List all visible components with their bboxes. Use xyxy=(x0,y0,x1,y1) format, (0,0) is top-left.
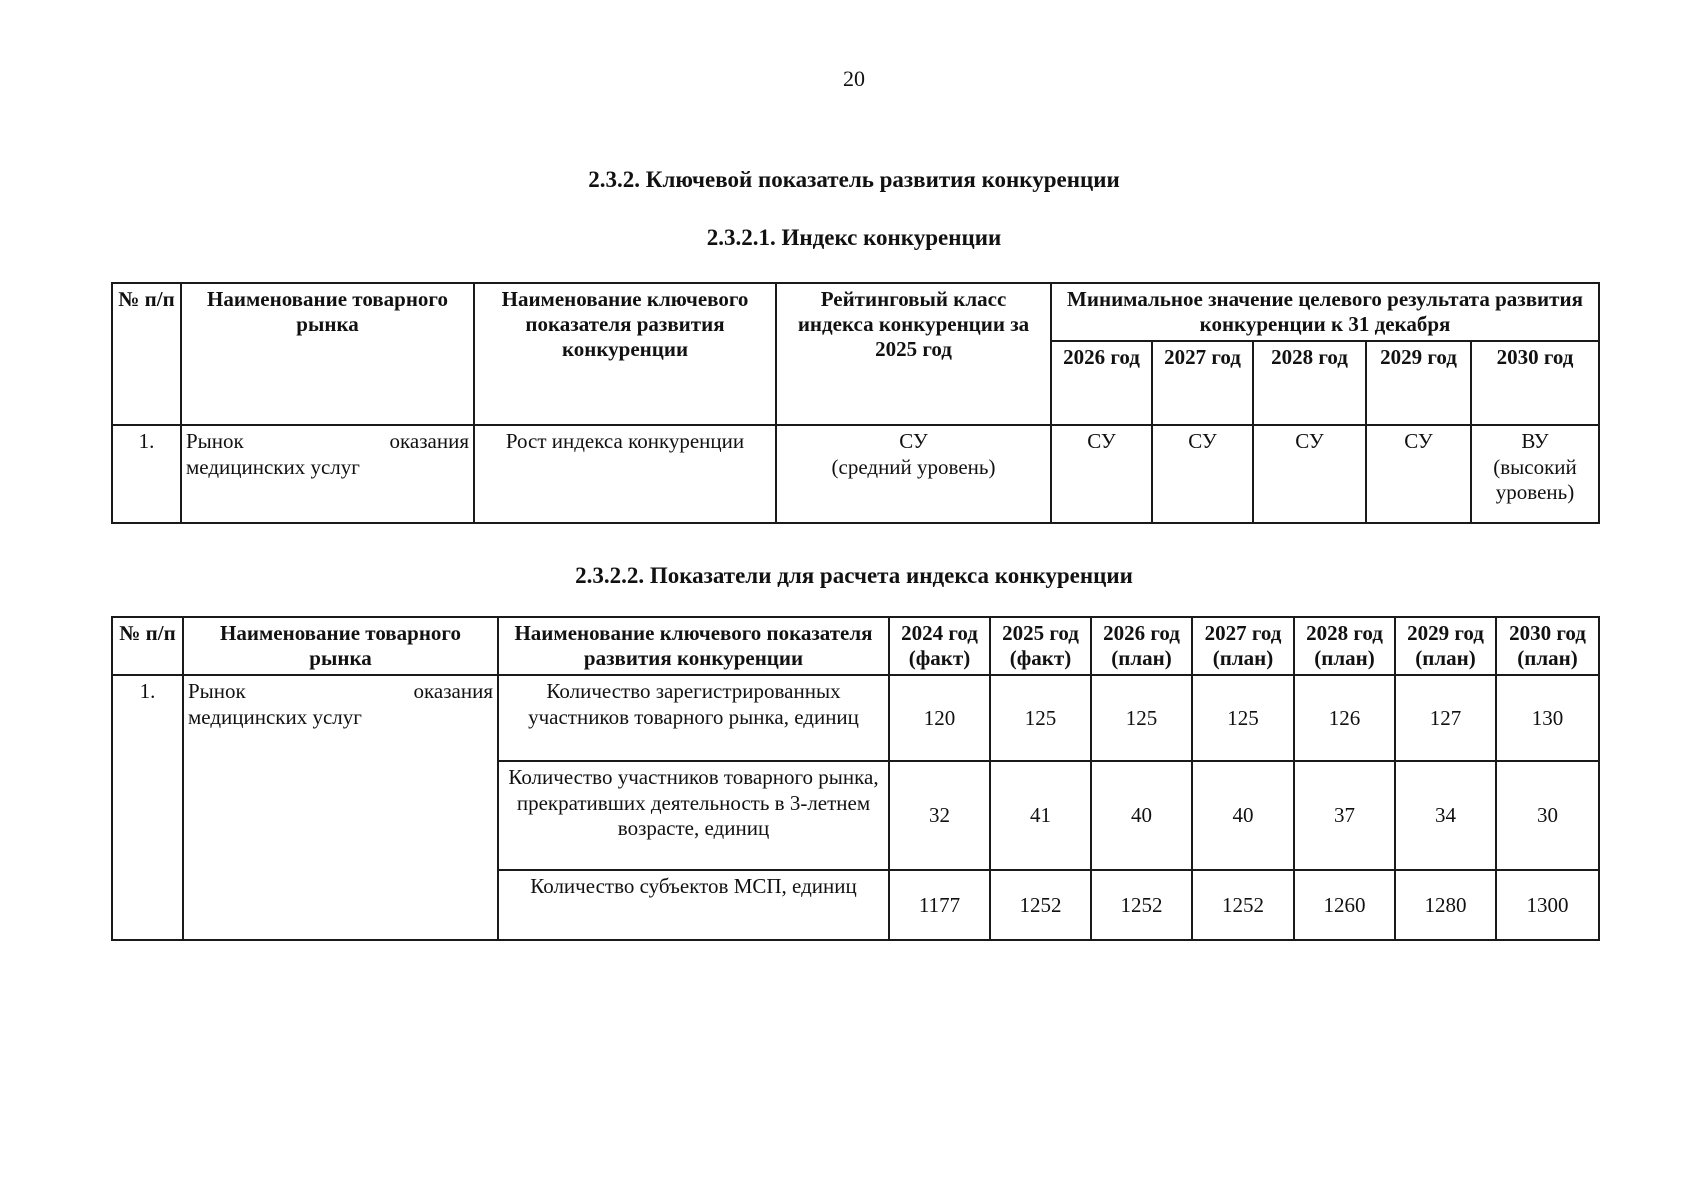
value-cell: 125 xyxy=(1192,675,1294,761)
header-market: Наименование товарного рынка xyxy=(181,283,474,425)
rating-desc: (средний уровень) xyxy=(831,454,996,479)
header-year: 2028 год xyxy=(1253,341,1366,425)
market-word: Рынок xyxy=(188,679,246,704)
target-value: СУ xyxy=(1366,425,1471,523)
subsection-title-index-indicators: 2.3.2.2. Показатели для расчета индекса конкуренции xyxy=(575,563,1133,588)
value-cell: 41 xyxy=(990,761,1091,870)
value-cell: 120 xyxy=(889,675,990,761)
header-year: 2030 год xyxy=(1471,341,1599,425)
index-indicators-table xyxy=(111,616,1600,941)
value-cell: 1177 xyxy=(889,870,990,940)
value-cell: 1280 xyxy=(1395,870,1496,940)
header-year: 2026 год (план) xyxy=(1091,617,1192,675)
competition-index-table xyxy=(111,282,1600,524)
section-title: 2.3.2. Ключевой показатель развития конкуренции xyxy=(588,167,1120,192)
target-value: СУ xyxy=(1152,425,1253,523)
market-name xyxy=(181,425,474,523)
header-year: 2028 год (план) xyxy=(1294,617,1395,675)
market-word: оказания xyxy=(413,679,493,704)
table-header-row xyxy=(112,617,1599,675)
value-cell: 40 xyxy=(1192,761,1294,870)
value-cell: 1300 xyxy=(1496,870,1599,940)
table-header-row xyxy=(112,283,1599,341)
indicator-name: Количество субъектов МСП, единиц xyxy=(498,870,889,940)
header-indicator: Наименование ключевого показателя развития конкуренции xyxy=(498,617,889,675)
header-num: № п/п xyxy=(112,283,181,425)
target-value: СУ xyxy=(1051,425,1152,523)
row-num: 1. xyxy=(112,425,181,523)
header-year: 2025 год (факт) xyxy=(990,617,1091,675)
header-year: 2027 год (план) xyxy=(1192,617,1294,675)
header-indicator: Наименование ключевого показателя развития конкуренции xyxy=(474,283,776,425)
market-line: медицинских услуг xyxy=(188,704,362,729)
value-cell: 127 xyxy=(1395,675,1496,761)
table-row xyxy=(112,675,1599,761)
header-year: 2029 год xyxy=(1366,341,1471,425)
value-cell: 125 xyxy=(990,675,1091,761)
value-cell: 32 xyxy=(889,761,990,870)
value-cell: 1260 xyxy=(1294,870,1395,940)
value-cell: 30 xyxy=(1496,761,1599,870)
header-year: 2030 год (план) xyxy=(1496,617,1599,675)
header-num: № п/п xyxy=(112,617,183,675)
header-market: Наименование товарного рынка xyxy=(183,617,498,675)
value-cell: 130 xyxy=(1496,675,1599,761)
market-word: оказания xyxy=(389,429,469,454)
page-number: 20 xyxy=(843,66,865,91)
market-name xyxy=(183,675,498,940)
rating-cell xyxy=(776,425,1051,523)
header-year: 2027 год xyxy=(1152,341,1253,425)
header-year: 2026 год xyxy=(1051,341,1152,425)
rating-code: СУ xyxy=(899,429,928,454)
target-code: ВУ xyxy=(1521,429,1549,454)
header-year: 2024 год (факт) xyxy=(889,617,990,675)
target-value: СУ xyxy=(1253,425,1366,523)
indicator-name: Количество участников товарного рынка, прекративших деятельность в 3-летнем возрасте, единиц xyxy=(498,761,889,870)
table-row xyxy=(112,425,1599,523)
value-cell: 125 xyxy=(1091,675,1192,761)
target-value xyxy=(1471,425,1599,523)
market-word: Рынок xyxy=(186,429,244,454)
value-cell: 1252 xyxy=(1091,870,1192,940)
value-cell: 37 xyxy=(1294,761,1395,870)
value-cell: 40 xyxy=(1091,761,1192,870)
value-cell: 1252 xyxy=(1192,870,1294,940)
market-line: медицинских услуг xyxy=(186,454,360,479)
header-year: 2029 год (план) xyxy=(1395,617,1496,675)
value-cell: 34 xyxy=(1395,761,1496,870)
indicator-name: Рост индекса конкуренции xyxy=(474,425,776,523)
row-num: 1. xyxy=(112,675,183,940)
target-desc: (высокий уровень) xyxy=(1493,454,1577,504)
header-rating: Рейтинговый класс индекса конкуренции за 2025 год xyxy=(776,283,1051,425)
indicator-name: Количество зарегистрированных участников товарного рынка, единиц xyxy=(498,675,889,761)
value-cell: 126 xyxy=(1294,675,1395,761)
subsection-title-competition-index: 2.3.2.1. Индекс конкуренции xyxy=(706,225,1002,250)
header-target: Минимальное значение целевого результата развития конкуренции к 31 декабря xyxy=(1051,283,1599,341)
value-cell: 1252 xyxy=(990,870,1091,940)
